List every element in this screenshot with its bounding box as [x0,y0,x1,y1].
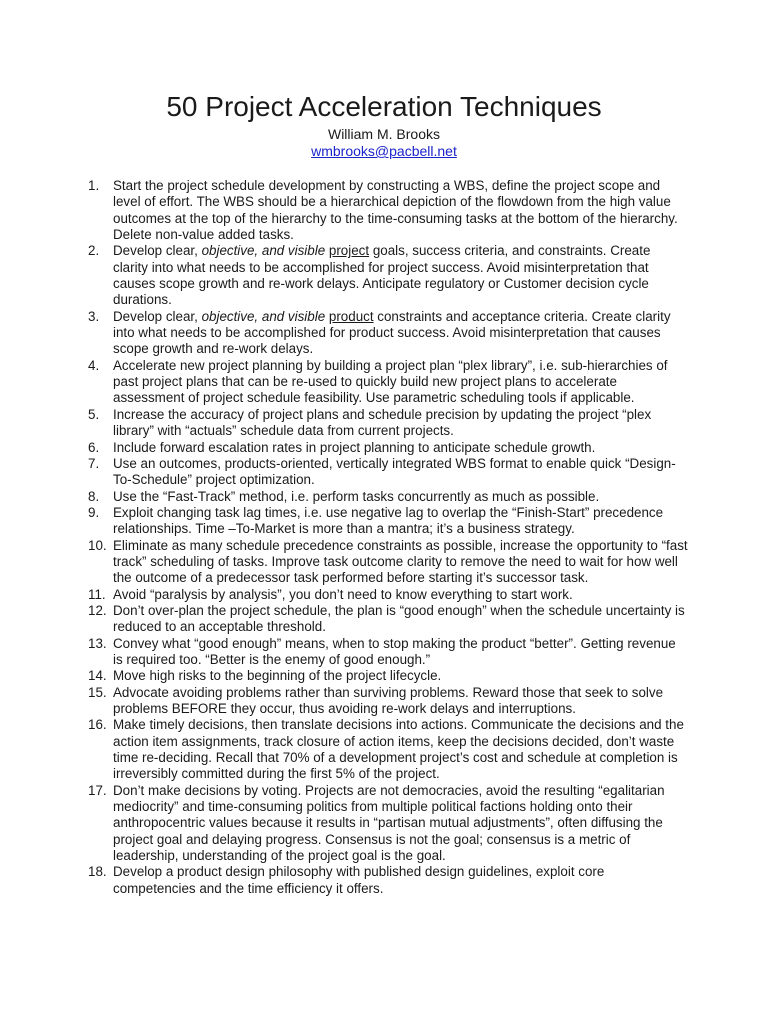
item-text: Include forward escalation rates in project planning to anticipate schedule growth. [113,439,596,455]
item-number: 14. [88,668,107,684]
item-text: Use the “Fast-Track” method, i.e. perform tasks concurrently as much as possible. [113,488,600,504]
item-number: 8. [88,488,100,504]
list-item [88,456,688,489]
item-text-pre: Develop clear, [113,243,202,259]
item-number: 5. [88,406,100,422]
item-text-post: constraints and acceptance criteria. Create clarity into what needs to be accomplished for product success. Avoid misinterpretation that causes scope growth and re-work delays. [113,308,671,357]
item-text: Don’t make decisions by voting. Projects are not democracies, avoid the resulting “egalitarian mediocrity” and time-consuming politics from multiple political factions holding onto their anthropocentric values because it results in “partisan mutual adjustments”, often diffusing the project goal and delaying progress. Consensus is not the goal; consensus is a metric of leadership, understanding of the project goal is the goal. [113,782,665,864]
item-number: 4. [88,357,100,373]
list-item [88,407,688,440]
item-text: Eliminate as many schedule precedence constraints as possible, increase the opportunity to “fast track” scheduling of tasks. Improve task outcome clarity to remove the need to wait for how well the outcome of a predecessor task performed before starting it’s successor task. [113,537,688,586]
item-text: Advocate avoiding problems rather than surviving problems. Reward those that seek to solve problems BEFORE they occur, thus avoiding re-work delays and interruptions. [113,684,664,716]
technique-list [88,178,688,897]
item-text: Increase the accuracy of project plans and schedule precision by updating the project “plex library” with “actuals” schedule data from current projects. [113,406,652,439]
item-text: Accelerate new project planning by building a project plan “plex library”, i.e. sub-hierarchies of past project plans that can be re-used to quickly build new project plans to accelerate assessment of project schedule feasibility. Use parametric scheduling tools if applicable. [113,357,668,406]
item-text-italic: objective, and visible [201,308,326,324]
item-text: Start the project schedule development by constructing a WBS, define the project scope and level of effort. The WBS should be a hierarchical depiction of the flowdown from the high value outcomes at the top of the hierarchy to the time-consuming tasks at the bottom of the hierarchy. Delete non-value added tasks. [113,178,678,243]
list-item [88,636,688,669]
list-item [88,440,688,456]
document-title: 50 Project Acceleration Techniques [166,91,602,122]
list-item [88,864,688,897]
item-number: 13. [88,635,107,651]
item-text: Develop a product design philosophy with published design guidelines, exploit core competencies and the time efficiency it offers. [113,864,605,896]
list-item [88,505,688,538]
item-number: 16. [88,717,107,733]
list-item [88,178,688,243]
list-item [88,538,688,587]
item-text: Convey what “good enough” means, when to stop making the product “better”. Getting revenue is required too. “Better is the enemy of good enough.” [113,635,676,667]
item-number: 17. [88,782,107,798]
list-item [88,489,688,505]
list-item [88,587,688,603]
list-item [88,668,688,684]
item-number: 11. [88,586,106,602]
list-item [88,783,688,865]
item-number: 7. [88,455,100,471]
item-text: Avoid “paralysis by analysis”, you don’t need to know everything to start work. [113,586,573,602]
list-item [88,243,688,308]
item-text: Use an outcomes, products-oriented, vertically integrated WBS format to enable quick “Design-To-Schedule” project optimization. [113,455,676,488]
item-number: 6. [88,439,100,455]
item-text: Make timely decisions, then translate decisions into actions. Communicate the decisions and the action item assignments, track closure of action items, keep the decisions decided, don’t waste time re-deciding. Recall that 70% of a development project’s cost and schedule at completion is irreversibly committed during the first 5% of the project. [113,717,684,782]
item-number: 10. [88,537,107,553]
item-number: 3. [88,308,100,324]
item-text-underline: project [328,243,370,259]
item-number: 2. [88,243,100,259]
item-text: Exploit changing task lag times, i.e. use negative lag to overlap the “Finish-Start” precedence relationships. Time –To-Market is more than a mantra; it’s a business strategy. [113,504,664,537]
item-number: 1. [88,178,100,193]
item-text-pre: Develop clear, [113,308,202,324]
item-text: Move high risks to the beginning of the project lifecycle. [113,668,442,684]
item-number: 15. [88,684,107,700]
list-item [88,309,688,358]
list-item [88,603,688,636]
item-text-post: goals, success criteria, and constraints. Create clarity into what needs to be accomplished for project success. Avoid misinterpretation that causes scope growth and re-work delays. Anticipate regulatory or Customer decision cycle durations. [113,243,651,308]
item-number: 18. [88,864,107,880]
list-item [88,685,688,718]
email-link[interactable]: wmbrooks@pacbell.net [311,143,457,159]
list-item [88,717,688,782]
author-name: William M. Brooks [327,126,440,142]
author-email [0,142,768,160]
item-number: 9. [88,504,100,520]
item-text-underline: product [328,308,374,324]
list-item [88,358,688,407]
item-text-italic: objective, and visible [201,243,326,259]
item-text: Don’t over-plan the project schedule, the plan is “good enough” when the schedule uncertainty is reduced to an acceptable threshold. [113,602,685,635]
item-number: 12. [88,602,107,618]
